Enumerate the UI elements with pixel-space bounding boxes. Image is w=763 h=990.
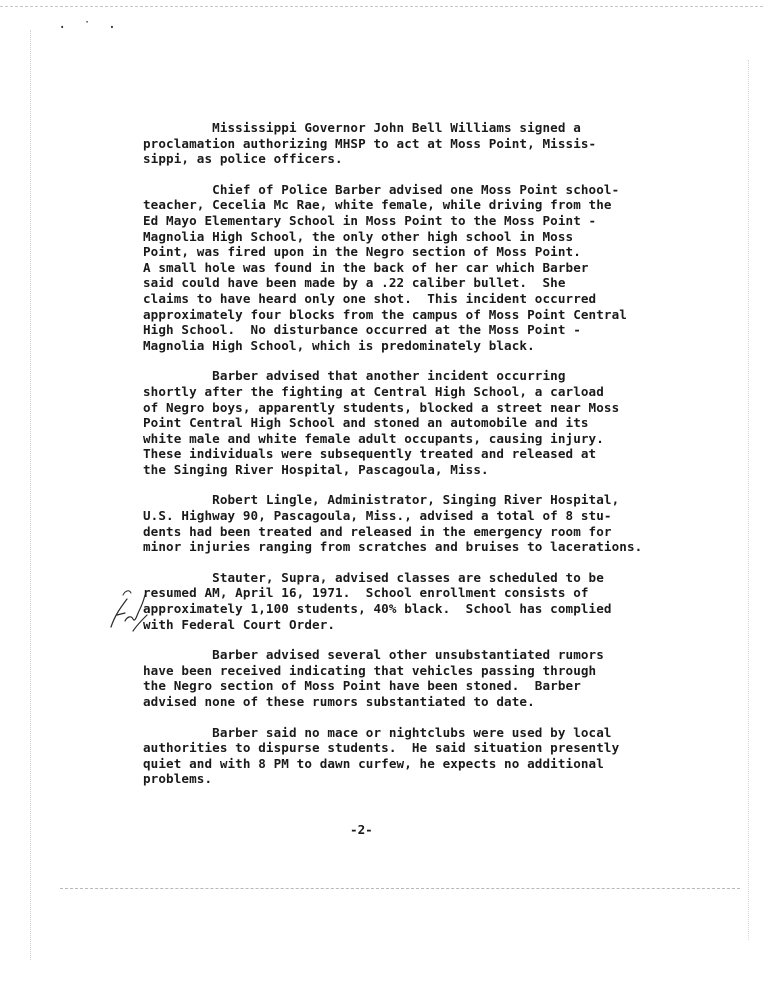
text-line: A small hole was found in the back of her car which Barber	[143, 259, 589, 275]
text-line: minor injuries ranging from scratches and bruises to lacerations.	[143, 539, 643, 555]
text-line: Point, was fired upon in the Negro section of Moss Point.	[143, 244, 581, 260]
text-line: white male and white female adult occupants, causing injury.	[143, 430, 604, 446]
scan-edge-bottom	[60, 888, 740, 889]
text-line: resumed AM, April 16, 1971. School enrollment consists of	[143, 585, 589, 601]
text-line: Stauter, Supra, advised classes are scheduled to be	[143, 569, 604, 585]
text-line: with Federal Court Order.	[143, 616, 336, 632]
paragraph	[143, 492, 703, 554]
text-line: Magnolia High School, the only other high school in Moss	[143, 228, 574, 244]
text-line: the Singing River Hospital, Pascagoula, Miss.	[143, 461, 489, 477]
text-line: teacher, Cecelia Mc Rae, white female, while driving from the	[143, 197, 612, 213]
text-line: of Negro boys, apparently students, blocked a street near Moss	[143, 399, 620, 415]
text-line: sippi, as police officers.	[143, 151, 343, 167]
document-body	[143, 120, 703, 802]
scan-edge-right	[748, 60, 749, 940]
scan-specks: · ˙ ·	[58, 20, 121, 36]
text-line: Barber advised that another incident occurring	[143, 368, 566, 384]
text-line: Point Central High School and stoned an automobile and its	[143, 415, 589, 431]
text-line: the Negro section of Moss Point have been stoned. Barber	[143, 678, 581, 694]
text-line: said could have been made by a .22 caliber bullet. She	[143, 275, 566, 291]
scan-edge-left	[30, 30, 31, 960]
text-line: quiet and with 8 PM to dawn curfew, he expects no additional	[143, 755, 604, 771]
paragraph	[143, 120, 703, 167]
paragraph	[143, 725, 703, 787]
paragraph	[143, 368, 703, 477]
text-line: shortly after the fighting at Central High School, a carload	[143, 383, 604, 399]
text-line: claims to have heard only one shot. This incident occurred	[143, 290, 597, 306]
text-line: problems.	[143, 771, 213, 787]
handwritten-signature	[103, 585, 153, 645]
text-line: High School. No disturbance occurred at the Moss Point -	[143, 322, 581, 338]
text-line: approximately four blocks from the campus of Moss Point Central	[143, 306, 627, 322]
text-line: approximately 1,100 students, 40% black. School has complied	[143, 601, 612, 617]
text-line: These individuals were subsequently treated and released at	[143, 446, 597, 462]
text-line: Robert Lingle, Administrator, Singing River Hospital,	[143, 492, 620, 508]
text-line: Chief of Police Barber advised one Moss Point school-	[143, 181, 620, 197]
text-line: Mississippi Governor John Bell Williams signed a	[143, 120, 581, 135]
text-line: Ed Mayo Elementary School in Moss Point to the Moss Point -	[143, 212, 597, 228]
text-line: Barber advised several other unsubstantiated rumors	[143, 647, 604, 663]
text-line: authorities to dispurse students. He said situation presently	[143, 740, 620, 756]
paragraph	[143, 182, 703, 354]
text-line: proclamation authorizing MHSP to act at Moss Point, Missis-	[143, 135, 597, 151]
text-line: advised none of these rumors substantiated to date.	[143, 694, 535, 709]
text-line: have been received indicating that vehicles passing through	[143, 662, 597, 678]
text-line: Magnolia High School, which is predominately black.	[143, 337, 535, 353]
text-line: Barber said no mace or nightclubs were used by local	[143, 724, 612, 740]
paragraph	[143, 570, 703, 632]
text-line: U.S. Highway 90, Pascagoula, Miss., advised a total of 8 stu-	[143, 508, 612, 524]
paragraph	[143, 647, 703, 709]
text-line: dents had been treated and released in the emergency room for	[143, 523, 612, 539]
page-number: -2-	[350, 822, 373, 837]
scan-edge-top	[0, 6, 763, 7]
